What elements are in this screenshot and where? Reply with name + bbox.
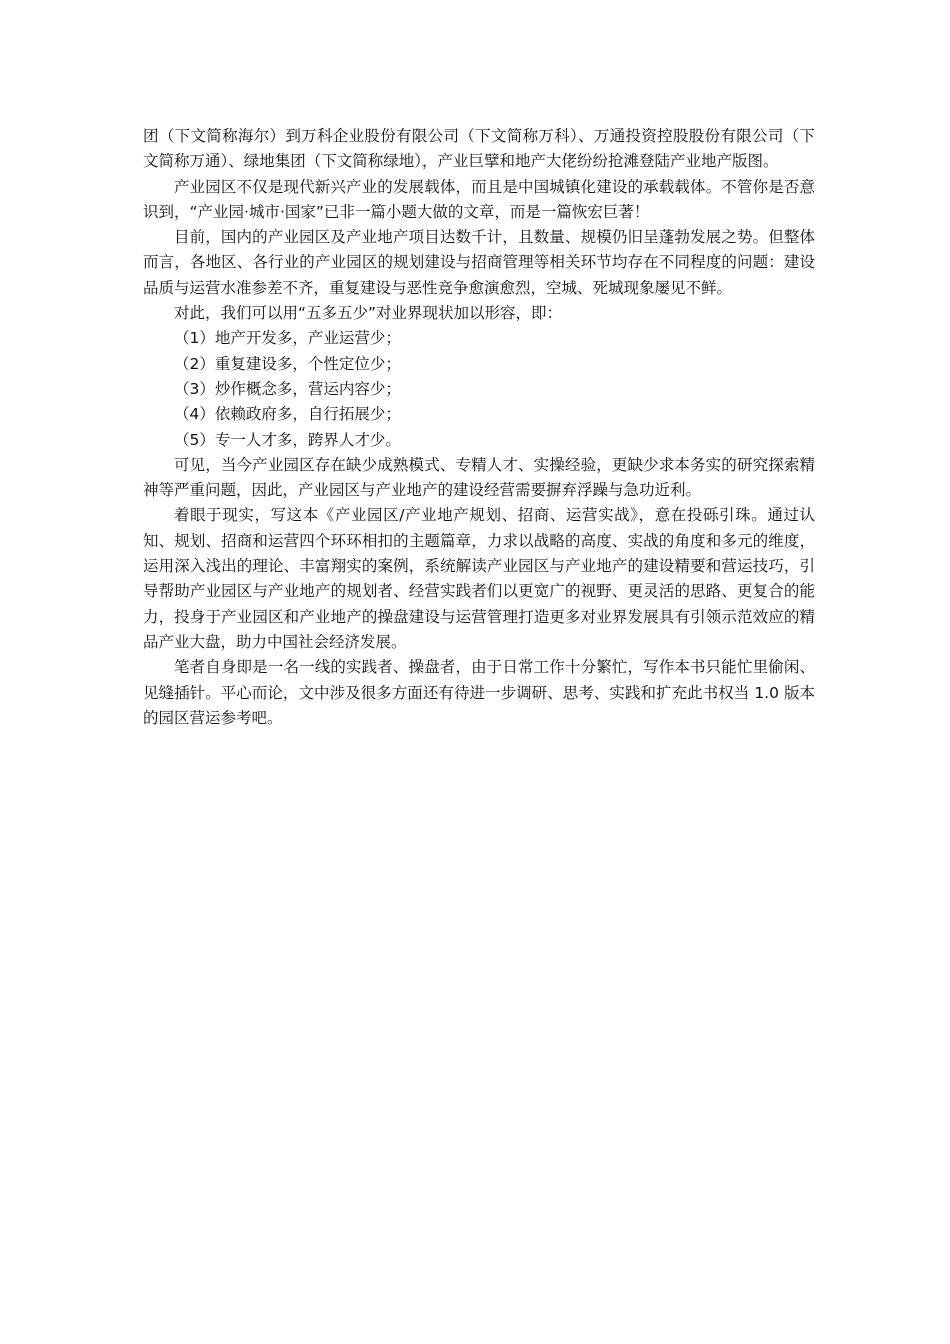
paragraph-1: 团（下文简称海尔）到万科企业股份有限公司（下文简称万科）、万通投资控股股份有限公司（下文简称万通）、绿地集团（下文简称绿地），产业巨擘和地产大佬纷纷抢滩登陆产业地产版图。: [143, 127, 815, 171]
list-item: （1）地产开发多，产业运营少；: [174, 329, 401, 348]
list-item: （5）专一人才多，跨界人才少。: [174, 430, 401, 449]
five-points-list: [143, 326, 815, 452]
paragraph-3: 目前，国内的产业园区及产业地产项目达数千计，且数量、规模仍旧呈蓬勃发展之势。但整体而言，各地区、各行业的产业园区的规划建设与招商管理等相关环节均存在不同程度的问题：建设品质与运营水准参差不齐，重复建设与恶性竞争愈演愈烈，空城、死城现象屡见不鲜。: [143, 228, 815, 297]
paragraph-4: 对此，我们可以用“五多五少”对业界现状加以形容，即：: [174, 304, 563, 323]
paragraph-2: 产业园区不仅是现代新兴产业的发展载体，而且是中国城镇化建设的承载载体。不管你是否意识到，“产业园·城市·国家”已非一篇小题大做的文章，而是一篇恢宏巨著！: [143, 177, 815, 221]
list-item: （2）重复建设多，个性定位少；: [174, 354, 401, 373]
list-item: （4）依赖政府多，自行拓展少；: [174, 405, 401, 424]
list-item: （3）炒作概念多，营运内容少；: [174, 379, 401, 398]
paragraph-6: 着眼于现实，写这本《产业园区/产业地产规划、招商、运营实战》，意在投砾引珠。通过认知、规划、招商和运营四个环环相扣的主题篇章，力求以战略的高度、实战的角度和多元的维度，运用深入浅出的理论、丰富翔实的案例，系统解读产业园区与产业地产的建设精要和营运技巧，引导帮助产业园区与产业地产的规划者、经营实践者们以更宽广的视野、更灵活的思路、更复合的能力，投身于产业园区和产业地产的操盘建设与运营管理打造更多对业界发展具有引领示范效应的精品产业大盘，助力中国社会经济发展。: [143, 506, 815, 651]
paragraph-7: 笔者自身即是一名一线的实践者、操盘者，由于日常工作十分繁忙，写作本书只能忙里偷闲、见缝插针。平心而论，文中涉及很多方面还有待进一步调研、思考、实践和扩充此书权当 1.0 版本的园区营运参考吧。: [143, 658, 815, 727]
paragraph-5: 可见，当今产业园区存在缺少成熟模式、专精人才、实操经验，更缺少求本务实的研究探索精神等严重问题，因此，产业园区与产业地产的建设经营需要摒弃浮躁与急功近利。: [143, 455, 815, 500]
document-page: [143, 124, 815, 731]
